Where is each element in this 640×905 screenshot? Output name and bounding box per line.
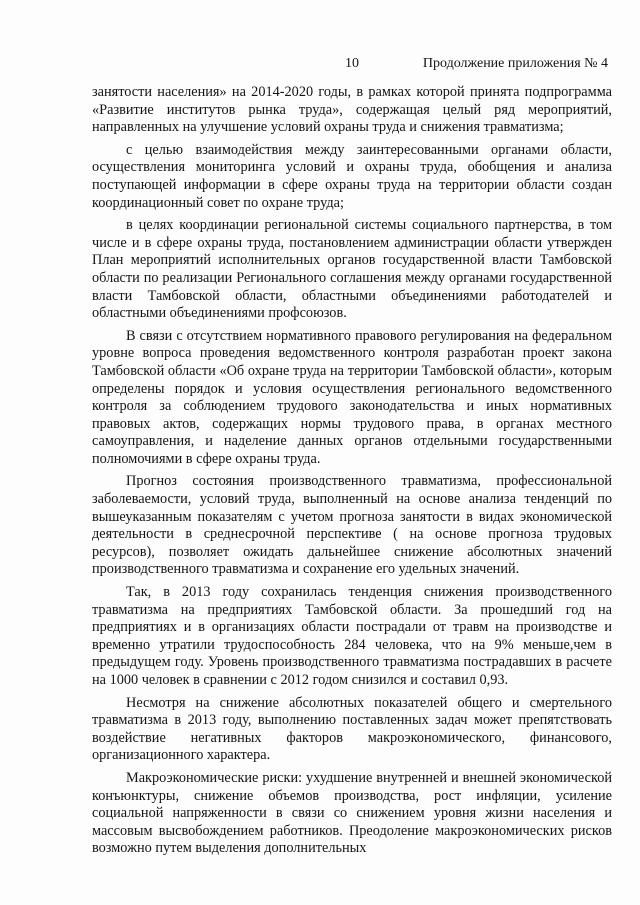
paragraph-draft-law: В связи с отсутствием нормативного правового регулирования на федеральном уровне вопроса проведения ведомственного контроля разработан проект закона Тамбовской области «Об охране труда на территории Тамбовской области», которым определены порядок и условия осуществления регионального ведомственного контроля за соблюдением трудового законодательства и иных нормативных правовых актов, содержащих нормы трудового права, в органах местного самоуправления, и наделение данных органов отдельными государственными полномочиями в сфере охраны труда. bbox=[92, 327, 612, 467]
paragraph-macroeconomic-risks: Макроэкономические риски: ухудшение внутренней и внешней экономической конъюнктуры, снижение объемов производства, рост инфляции, усиление социальной напряженности в связи со снижением уровня жизни населения и массовым высвобождением работников. Преодоление макроэкономических рисков возможно путем выделения дополнительных bbox=[92, 769, 612, 857]
paragraph-social-partnership: в целях координации региональной системы социального партнерства, в том числе и в сфере охраны труда, постановлением администрации области утвержден План мероприятий исполнительных органов государственной власти Тамбовской области по реализации Регионального соглашения между органами государственной власти Тамбовской области, областными объединениями работодателей и областными объединениями профсоюзов. bbox=[92, 217, 612, 322]
page-number: 10 bbox=[345, 56, 359, 71]
continuation-note: Продолжение приложения № 4 bbox=[422, 56, 608, 71]
paragraph-coordination-council: с целью взаимодействия между заинтересованными органами области, осуществления мониторинга условий и охраны труда, обобщения и анализа поступающей информации в сфере охраны труда на территории области создан координационный совет по охране труда; bbox=[92, 141, 612, 211]
document-body bbox=[92, 84, 612, 863]
paragraph-risk-factors: Несмотря на снижение абсолютных показателей общего и смертельного травматизма в 2013 году, выполнению поставленных задач может препятствовать воздействие негативных факторов макроэкономического, финансового, организационного характера. bbox=[92, 694, 612, 764]
paragraph-forecast: Прогноз состояния производственного травматизма, профессиональной заболеваемости, условий труда, выполненный на основе анализа тенденций по вышеуказанным показателям с учетом прогноза занятости в видах экономической деятельности в среднесрочной перспективе ( на основе прогноза трудовых ресурсов), позволяет ожидать дальнейшее снижение абсолютных значений производственного травматизма и сохранение его удельных значений. bbox=[92, 473, 612, 578]
paragraph-continued: занятости населения» на 2014-2020 годы, в рамках которой принята подпрограмма «Развитие институтов рынка труда», содержащая целый ряд мероприятий, направленных на улучшение условий охраны труда и снижения травматизма; bbox=[92, 84, 612, 136]
paragraph-injury-statistics: Так, в 2013 году сохранилась тенденция снижения производственного травматизма на предприятиях Тамбовской области. За прошедший год на предприятиях и в организациях области пострадали от травм на производстве и временно утратили трудоспособность 284 человека, что на 9% меньше,чем в предыдущем году. Уровень производственного травматизма пострадавших в расчете на 1000 человек в сравнении с 2012 годом снизился и составил 0,93. bbox=[92, 584, 612, 688]
